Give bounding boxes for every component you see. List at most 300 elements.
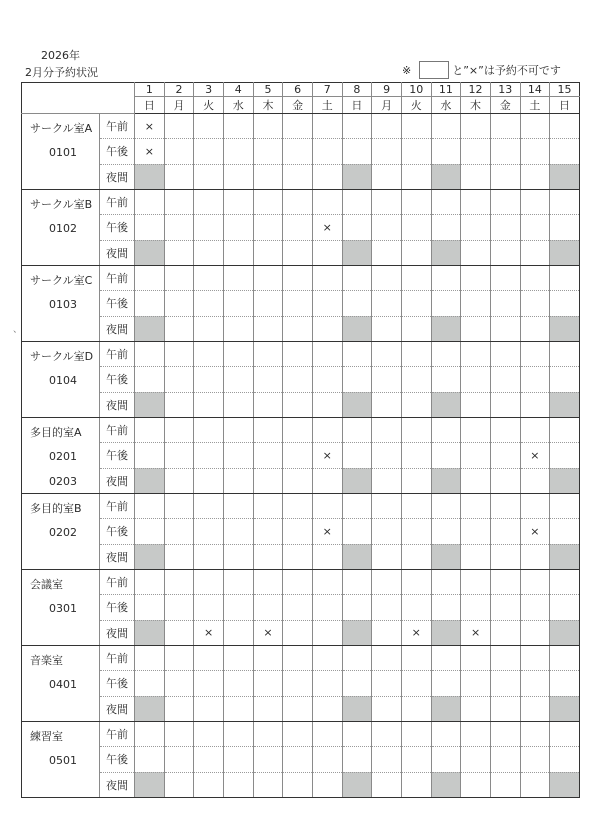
reservation-cell[interactable] (164, 164, 194, 189)
reservation-cell[interactable] (164, 620, 194, 645)
reservation-cell[interactable] (372, 570, 402, 595)
reservation-cell[interactable] (520, 519, 550, 544)
reservation-cell[interactable] (312, 696, 342, 721)
reservation-cell[interactable] (164, 544, 194, 569)
reservation-cell[interactable] (490, 114, 520, 139)
reservation-cell[interactable] (194, 696, 224, 721)
reservation-cell[interactable] (283, 215, 313, 240)
reservation-cell[interactable] (223, 139, 253, 164)
reservation-cell[interactable] (372, 240, 402, 265)
reservation-cell[interactable] (253, 215, 283, 240)
reservation-cell[interactable] (164, 443, 194, 468)
reservation-cell[interactable] (223, 696, 253, 721)
reservation-cell[interactable] (550, 342, 580, 367)
reservation-cell[interactable] (520, 114, 550, 139)
reservation-cell[interactable] (312, 164, 342, 189)
reservation-cell[interactable] (164, 671, 194, 696)
reservation-cell[interactable] (520, 620, 550, 645)
reservation-cell[interactable] (253, 468, 283, 493)
reservation-cell[interactable] (461, 114, 491, 139)
reservation-cell[interactable] (253, 342, 283, 367)
reservation-cell[interactable] (135, 671, 165, 696)
reservation-cell[interactable] (372, 468, 402, 493)
reservation-cell[interactable] (372, 139, 402, 164)
reservation-cell[interactable] (194, 291, 224, 316)
reservation-cell[interactable] (283, 443, 313, 468)
reservation-cell[interactable] (372, 342, 402, 367)
reservation-cell[interactable] (312, 570, 342, 595)
reservation-cell[interactable] (372, 443, 402, 468)
reservation-cell[interactable] (223, 443, 253, 468)
reservation-cell[interactable] (401, 519, 431, 544)
reservation-cell[interactable] (164, 392, 194, 417)
reservation-cell[interactable] (253, 595, 283, 620)
reservation-cell[interactable] (223, 190, 253, 215)
reservation-cell[interactable] (342, 722, 372, 747)
reservation-cell[interactable] (461, 772, 491, 797)
reservation-cell[interactable] (164, 240, 194, 265)
reservation-cell[interactable] (253, 494, 283, 519)
reservation-cell[interactable] (372, 164, 402, 189)
reservation-cell[interactable] (520, 316, 550, 341)
reservation-cell[interactable] (401, 215, 431, 240)
reservation-cell[interactable] (490, 747, 520, 772)
reservation-cell[interactable] (164, 772, 194, 797)
reservation-cell[interactable] (164, 646, 194, 671)
reservation-cell[interactable] (223, 722, 253, 747)
reservation-cell[interactable] (550, 671, 580, 696)
reservation-cell[interactable] (342, 190, 372, 215)
reservation-cell[interactable] (490, 595, 520, 620)
reservation-cell[interactable] (194, 519, 224, 544)
reservation-cell[interactable] (283, 595, 313, 620)
reservation-cell[interactable] (223, 772, 253, 797)
reservation-cell[interactable] (550, 646, 580, 671)
reservation-cell[interactable] (194, 747, 224, 772)
reservation-cell[interactable] (283, 291, 313, 316)
reservation-cell[interactable] (401, 671, 431, 696)
reservation-cell[interactable] (372, 646, 402, 671)
reservation-cell[interactable] (550, 443, 580, 468)
reservation-cell[interactable] (520, 772, 550, 797)
reservation-cell[interactable] (401, 772, 431, 797)
reservation-cell[interactable] (520, 240, 550, 265)
reservation-cell[interactable] (490, 266, 520, 291)
reservation-cell[interactable] (372, 215, 402, 240)
reservation-cell[interactable] (194, 570, 224, 595)
reservation-cell[interactable] (431, 215, 461, 240)
reservation-cell[interactable] (431, 595, 461, 620)
reservation-cell[interactable] (194, 266, 224, 291)
reservation-cell[interactable] (253, 164, 283, 189)
reservation-cell[interactable] (223, 468, 253, 493)
reservation-cell[interactable] (342, 646, 372, 671)
reservation-cell[interactable] (312, 418, 342, 443)
reservation-cell[interactable] (194, 139, 224, 164)
reservation-cell[interactable] (401, 494, 431, 519)
reservation-cell[interactable] (283, 139, 313, 164)
reservation-cell[interactable] (520, 646, 550, 671)
reservation-cell[interactable] (401, 595, 431, 620)
reservation-cell[interactable] (401, 646, 431, 671)
reservation-cell[interactable] (223, 215, 253, 240)
reservation-cell[interactable] (223, 570, 253, 595)
reservation-cell[interactable] (253, 772, 283, 797)
reservation-cell[interactable] (253, 620, 283, 645)
reservation-cell[interactable] (372, 291, 402, 316)
reservation-cell[interactable] (223, 671, 253, 696)
reservation-cell[interactable] (223, 342, 253, 367)
reservation-cell[interactable] (342, 114, 372, 139)
reservation-cell[interactable] (253, 266, 283, 291)
reservation-cell[interactable] (461, 722, 491, 747)
reservation-cell[interactable] (490, 646, 520, 671)
reservation-cell[interactable] (135, 494, 165, 519)
reservation-cell[interactable] (372, 190, 402, 215)
reservation-cell[interactable] (490, 291, 520, 316)
reservation-cell[interactable] (253, 646, 283, 671)
reservation-cell[interactable] (312, 620, 342, 645)
reservation-cell[interactable] (490, 494, 520, 519)
reservation-cell[interactable] (401, 620, 431, 645)
reservation-cell[interactable] (431, 646, 461, 671)
reservation-cell[interactable] (135, 114, 165, 139)
reservation-cell[interactable] (372, 266, 402, 291)
reservation-cell[interactable] (283, 342, 313, 367)
reservation-cell[interactable] (342, 494, 372, 519)
reservation-cell[interactable] (194, 671, 224, 696)
reservation-cell[interactable] (135, 722, 165, 747)
reservation-cell[interactable] (253, 291, 283, 316)
reservation-cell[interactable] (283, 418, 313, 443)
reservation-cell[interactable] (164, 342, 194, 367)
reservation-cell[interactable] (550, 139, 580, 164)
reservation-cell[interactable] (223, 494, 253, 519)
reservation-cell[interactable] (461, 747, 491, 772)
reservation-cell[interactable] (342, 418, 372, 443)
reservation-cell[interactable] (490, 240, 520, 265)
reservation-cell[interactable] (283, 722, 313, 747)
reservation-cell[interactable] (372, 316, 402, 341)
reservation-cell[interactable] (312, 266, 342, 291)
reservation-cell[interactable] (223, 266, 253, 291)
reservation-cell[interactable] (253, 443, 283, 468)
reservation-cell[interactable] (164, 215, 194, 240)
reservation-cell[interactable] (164, 519, 194, 544)
reservation-cell[interactable] (372, 747, 402, 772)
reservation-cell[interactable] (135, 646, 165, 671)
reservation-cell[interactable] (312, 595, 342, 620)
reservation-cell[interactable] (312, 342, 342, 367)
reservation-cell[interactable] (461, 392, 491, 417)
reservation-cell[interactable] (223, 367, 253, 392)
reservation-cell[interactable] (283, 392, 313, 417)
reservation-cell[interactable] (401, 468, 431, 493)
reservation-cell[interactable] (135, 291, 165, 316)
reservation-cell[interactable] (372, 114, 402, 139)
reservation-cell[interactable] (520, 215, 550, 240)
reservation-cell[interactable] (490, 696, 520, 721)
reservation-cell[interactable] (461, 570, 491, 595)
reservation-cell[interactable] (135, 367, 165, 392)
reservation-cell[interactable] (223, 291, 253, 316)
reservation-cell[interactable] (401, 418, 431, 443)
reservation-cell[interactable] (461, 316, 491, 341)
reservation-cell[interactable] (550, 114, 580, 139)
reservation-cell[interactable] (520, 418, 550, 443)
reservation-cell[interactable] (431, 747, 461, 772)
reservation-cell[interactable] (490, 620, 520, 645)
reservation-cell[interactable] (164, 494, 194, 519)
reservation-cell[interactable] (550, 367, 580, 392)
reservation-cell[interactable] (431, 722, 461, 747)
reservation-cell[interactable] (461, 519, 491, 544)
reservation-cell[interactable] (550, 215, 580, 240)
reservation-cell[interactable] (372, 494, 402, 519)
reservation-cell[interactable] (253, 722, 283, 747)
reservation-cell[interactable] (550, 570, 580, 595)
reservation-cell[interactable] (342, 747, 372, 772)
reservation-cell[interactable] (520, 367, 550, 392)
reservation-cell[interactable] (253, 367, 283, 392)
reservation-cell[interactable] (401, 392, 431, 417)
reservation-cell[interactable] (194, 468, 224, 493)
reservation-cell[interactable] (490, 570, 520, 595)
reservation-cell[interactable] (520, 544, 550, 569)
reservation-cell[interactable] (520, 494, 550, 519)
reservation-cell[interactable] (461, 291, 491, 316)
reservation-cell[interactable] (312, 747, 342, 772)
reservation-cell[interactable] (431, 418, 461, 443)
reservation-cell[interactable] (223, 544, 253, 569)
reservation-cell[interactable] (372, 620, 402, 645)
reservation-cell[interactable] (283, 316, 313, 341)
reservation-cell[interactable] (164, 114, 194, 139)
reservation-cell[interactable] (253, 747, 283, 772)
reservation-cell[interactable] (194, 367, 224, 392)
reservation-cell[interactable] (401, 316, 431, 341)
reservation-cell[interactable] (550, 291, 580, 316)
reservation-cell[interactable] (401, 266, 431, 291)
reservation-cell[interactable] (372, 696, 402, 721)
reservation-cell[interactable] (253, 190, 283, 215)
reservation-cell[interactable] (253, 392, 283, 417)
reservation-cell[interactable] (194, 544, 224, 569)
reservation-cell[interactable] (253, 544, 283, 569)
reservation-cell[interactable] (461, 164, 491, 189)
reservation-cell[interactable] (194, 772, 224, 797)
reservation-cell[interactable] (342, 342, 372, 367)
reservation-cell[interactable] (461, 468, 491, 493)
reservation-cell[interactable] (253, 114, 283, 139)
reservation-cell[interactable] (401, 114, 431, 139)
reservation-cell[interactable] (550, 494, 580, 519)
reservation-cell[interactable] (283, 519, 313, 544)
reservation-cell[interactable] (550, 747, 580, 772)
reservation-cell[interactable] (342, 443, 372, 468)
reservation-cell[interactable] (164, 139, 194, 164)
reservation-cell[interactable] (194, 494, 224, 519)
reservation-cell[interactable] (194, 418, 224, 443)
reservation-cell[interactable] (520, 139, 550, 164)
reservation-cell[interactable] (253, 696, 283, 721)
reservation-cell[interactable] (401, 342, 431, 367)
reservation-cell[interactable] (490, 392, 520, 417)
reservation-cell[interactable] (550, 519, 580, 544)
reservation-cell[interactable] (431, 570, 461, 595)
reservation-cell[interactable] (401, 570, 431, 595)
reservation-cell[interactable] (194, 190, 224, 215)
reservation-cell[interactable] (461, 215, 491, 240)
reservation-cell[interactable] (253, 671, 283, 696)
reservation-cell[interactable] (164, 418, 194, 443)
reservation-cell[interactable] (253, 139, 283, 164)
reservation-cell[interactable] (164, 595, 194, 620)
reservation-cell[interactable] (520, 570, 550, 595)
reservation-cell[interactable] (283, 696, 313, 721)
reservation-cell[interactable] (194, 215, 224, 240)
reservation-cell[interactable] (164, 722, 194, 747)
reservation-cell[interactable] (490, 544, 520, 569)
reservation-cell[interactable] (223, 418, 253, 443)
reservation-cell[interactable] (312, 519, 342, 544)
reservation-cell[interactable] (490, 316, 520, 341)
reservation-cell[interactable] (312, 139, 342, 164)
reservation-cell[interactable] (401, 696, 431, 721)
reservation-cell[interactable] (194, 316, 224, 341)
reservation-cell[interactable] (490, 443, 520, 468)
reservation-cell[interactable] (164, 316, 194, 341)
reservation-cell[interactable] (164, 291, 194, 316)
reservation-cell[interactable] (135, 519, 165, 544)
reservation-cell[interactable] (312, 215, 342, 240)
reservation-cell[interactable] (490, 190, 520, 215)
reservation-cell[interactable] (461, 620, 491, 645)
reservation-cell[interactable] (461, 342, 491, 367)
reservation-cell[interactable] (312, 114, 342, 139)
reservation-cell[interactable] (253, 519, 283, 544)
reservation-cell[interactable] (312, 468, 342, 493)
reservation-cell[interactable] (312, 316, 342, 341)
reservation-cell[interactable] (194, 164, 224, 189)
reservation-cell[interactable] (490, 519, 520, 544)
reservation-cell[interactable] (490, 722, 520, 747)
reservation-cell[interactable] (223, 646, 253, 671)
reservation-cell[interactable] (431, 291, 461, 316)
reservation-cell[interactable] (312, 772, 342, 797)
reservation-cell[interactable] (312, 240, 342, 265)
reservation-cell[interactable] (401, 291, 431, 316)
reservation-cell[interactable] (520, 392, 550, 417)
reservation-cell[interactable] (283, 164, 313, 189)
reservation-cell[interactable] (283, 240, 313, 265)
reservation-cell[interactable] (164, 696, 194, 721)
reservation-cell[interactable] (194, 443, 224, 468)
reservation-cell[interactable] (312, 671, 342, 696)
reservation-cell[interactable] (372, 392, 402, 417)
reservation-cell[interactable] (461, 139, 491, 164)
reservation-cell[interactable] (461, 671, 491, 696)
reservation-cell[interactable] (490, 164, 520, 189)
reservation-cell[interactable] (520, 164, 550, 189)
reservation-cell[interactable] (342, 266, 372, 291)
reservation-cell[interactable] (431, 367, 461, 392)
reservation-cell[interactable] (372, 544, 402, 569)
reservation-cell[interactable] (490, 342, 520, 367)
reservation-cell[interactable] (431, 114, 461, 139)
reservation-cell[interactable] (372, 772, 402, 797)
reservation-cell[interactable] (431, 266, 461, 291)
reservation-cell[interactable] (520, 468, 550, 493)
reservation-cell[interactable] (164, 468, 194, 493)
reservation-cell[interactable] (461, 266, 491, 291)
reservation-cell[interactable] (461, 494, 491, 519)
reservation-cell[interactable] (550, 266, 580, 291)
reservation-cell[interactable] (164, 747, 194, 772)
reservation-cell[interactable] (550, 722, 580, 747)
reservation-cell[interactable] (223, 620, 253, 645)
reservation-cell[interactable] (164, 367, 194, 392)
reservation-cell[interactable] (312, 291, 342, 316)
reservation-cell[interactable] (164, 266, 194, 291)
reservation-cell[interactable] (312, 443, 342, 468)
reservation-cell[interactable] (372, 671, 402, 696)
reservation-cell[interactable] (253, 240, 283, 265)
reservation-cell[interactable] (401, 164, 431, 189)
reservation-cell[interactable] (372, 722, 402, 747)
reservation-cell[interactable] (342, 139, 372, 164)
reservation-cell[interactable] (194, 595, 224, 620)
reservation-cell[interactable] (520, 595, 550, 620)
reservation-cell[interactable] (490, 418, 520, 443)
reservation-cell[interactable] (461, 544, 491, 569)
reservation-cell[interactable] (253, 570, 283, 595)
reservation-cell[interactable] (490, 671, 520, 696)
reservation-cell[interactable] (194, 342, 224, 367)
reservation-cell[interactable] (135, 747, 165, 772)
reservation-cell[interactable] (283, 468, 313, 493)
reservation-cell[interactable] (135, 443, 165, 468)
reservation-cell[interactable] (253, 316, 283, 341)
reservation-cell[interactable] (401, 747, 431, 772)
reservation-cell[interactable] (372, 367, 402, 392)
reservation-cell[interactable] (401, 544, 431, 569)
reservation-cell[interactable] (490, 139, 520, 164)
reservation-cell[interactable] (283, 671, 313, 696)
reservation-cell[interactable] (312, 722, 342, 747)
reservation-cell[interactable] (372, 418, 402, 443)
reservation-cell[interactable] (283, 620, 313, 645)
reservation-cell[interactable] (401, 190, 431, 215)
reservation-cell[interactable] (461, 595, 491, 620)
reservation-cell[interactable] (283, 747, 313, 772)
reservation-cell[interactable] (223, 114, 253, 139)
reservation-cell[interactable] (194, 392, 224, 417)
reservation-cell[interactable] (283, 544, 313, 569)
reservation-cell[interactable] (223, 316, 253, 341)
reservation-cell[interactable] (135, 139, 165, 164)
reservation-cell[interactable] (520, 722, 550, 747)
reservation-cell[interactable] (461, 190, 491, 215)
reservation-cell[interactable] (164, 190, 194, 215)
reservation-cell[interactable] (135, 595, 165, 620)
reservation-cell[interactable] (490, 772, 520, 797)
reservation-cell[interactable] (194, 114, 224, 139)
reservation-cell[interactable] (283, 367, 313, 392)
reservation-cell[interactable] (283, 190, 313, 215)
reservation-cell[interactable] (194, 620, 224, 645)
reservation-cell[interactable] (401, 240, 431, 265)
